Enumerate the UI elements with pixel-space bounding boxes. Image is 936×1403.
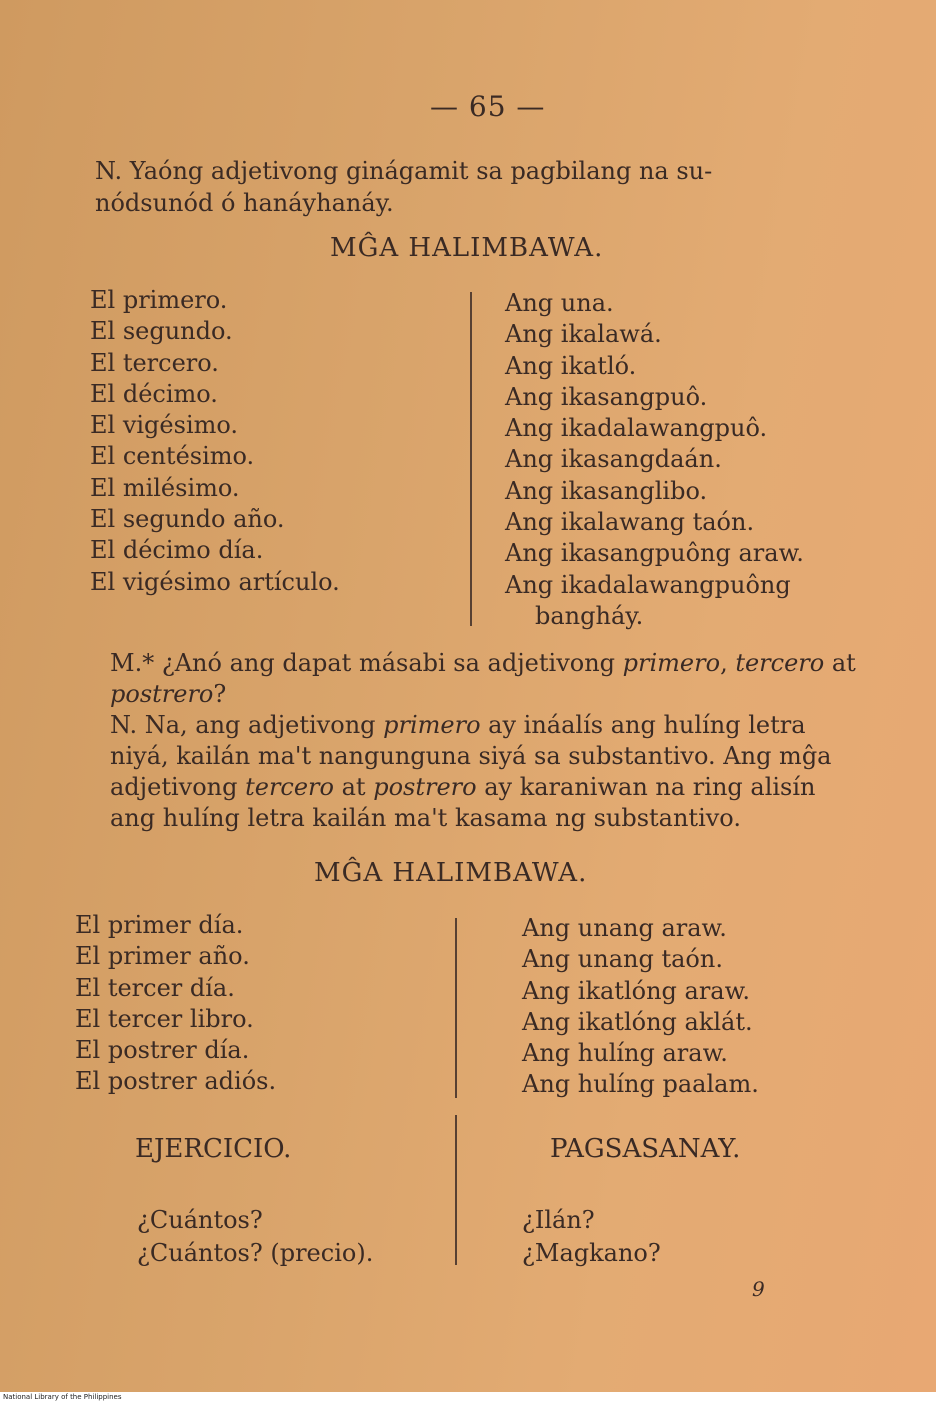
- list-item: El segundo.: [90, 317, 233, 346]
- list-item: El milésimo.: [90, 473, 240, 502]
- exercise-tagalog-items: [522, 1204, 661, 1270]
- list-item: El décimo.: [90, 379, 218, 408]
- tagalog-ordinals-column: [505, 288, 804, 632]
- spanish-ordinals-column: [90, 285, 340, 598]
- list-item: Ang una.: [505, 289, 614, 317]
- list-item: El tercero.: [90, 348, 219, 377]
- list-item: ¿Cuántos?: [137, 1206, 263, 1234]
- list-item: Ang unang taón.: [522, 945, 723, 974]
- intro-line-1: N. Yaóng adjetivong ginágamit sa pagbilang na su-: [95, 157, 713, 185]
- list-item: Ang hulíng paalam.: [522, 1070, 759, 1099]
- list-item: Ang ikatlóng araw.: [522, 976, 750, 1005]
- intro-line-2: nódsunód ó hanáyhanáy.: [95, 189, 394, 217]
- emph-word: tercero: [245, 773, 334, 801]
- list-item: Ang ikatlóng aklát.: [522, 1007, 753, 1036]
- column-divider: [455, 1115, 457, 1265]
- list-item: ¿Ilán?: [522, 1206, 595, 1234]
- list-item: El segundo año.: [90, 505, 285, 534]
- column-divider: [470, 292, 472, 626]
- spanish-apocope-column: [75, 910, 276, 1098]
- column-divider: [455, 918, 457, 1098]
- list-item: El tercer día.: [75, 973, 235, 1002]
- list-item: Ang ikalawang taón.: [505, 508, 755, 537]
- footer-credit-strip: [0, 1392, 936, 1403]
- page-number: — 65 —: [430, 90, 546, 123]
- examples-heading-1: MĜA HALIMBAWA.: [330, 233, 604, 263]
- list-item: ¿Magkano?: [522, 1239, 661, 1267]
- emph-word: primero: [622, 649, 721, 677]
- list-item: El primer día.: [75, 911, 244, 939]
- list-item: El vigésimo.: [90, 411, 239, 440]
- list-item: El centésimo.: [90, 442, 255, 471]
- footer-credit: National Library of the Philippines: [3, 1393, 122, 1401]
- list-item: Ang ikalawá.: [505, 320, 662, 349]
- emph-word: primero: [383, 711, 481, 739]
- list-item: El primer año.: [75, 942, 250, 971]
- list-item: El postrer día.: [75, 1036, 250, 1065]
- list-item: El vigésimo artículo.: [90, 567, 340, 596]
- list-item: Ang ikadalawangpuông: [505, 570, 791, 599]
- list-item: Ang ikasangpuô.: [505, 382, 708, 411]
- list-item: El décimo día.: [90, 536, 264, 565]
- list-item: El postrer adiós.: [75, 1067, 277, 1096]
- list-item: Ang ikasangdaán.: [505, 445, 722, 474]
- signature-mark: 9: [752, 1277, 765, 1301]
- list-item: El tercer libro.: [75, 1004, 254, 1033]
- question: M.* ¿Anó ang dapat másabi sa adjetivong primero, tercero at postrero?: [110, 649, 856, 708]
- pagsasanay-heading: PAGSASANAY.: [550, 1134, 741, 1164]
- list-item: Ang ikasanglibo.: [505, 476, 708, 505]
- exercise-spanish-items: [137, 1204, 373, 1270]
- list-item: ¿Cuántos? (precio).: [137, 1239, 374, 1267]
- list-item: Ang unang araw.: [522, 914, 727, 942]
- tagalog-apocope-column: [522, 913, 759, 1101]
- emph-word: postrero: [373, 773, 477, 801]
- list-item: Ang ikatló.: [505, 351, 637, 380]
- list-item: Ang hulíng araw.: [522, 1039, 728, 1068]
- list-item-continuation: bangháy.: [535, 601, 644, 630]
- emph-word: tercero: [735, 649, 825, 677]
- examples-heading-2: MĜA HALIMBAWA.: [314, 858, 588, 888]
- list-item: Ang ikasangpuông araw.: [505, 539, 804, 568]
- answer: N. Na, ang adjetivong primero ay ináalís ang hulíng letra niyá, kailán ma't nangunguna siyá sa substantivo. Ang mĝa adjetivong tercero at postrero ay karaniwan na ring alisín ang hulíng letra kailán ma't kasama ng substantivo.: [110, 711, 832, 832]
- exercise-heading: EJERCICIO.: [135, 1134, 292, 1164]
- intro-paragraph: [95, 155, 885, 219]
- list-item: Ang ikadalawangpuô.: [505, 414, 768, 443]
- emph-word: postrero: [110, 680, 214, 708]
- question-answer-paragraph: [80, 648, 860, 834]
- list-item: El primero.: [90, 286, 228, 314]
